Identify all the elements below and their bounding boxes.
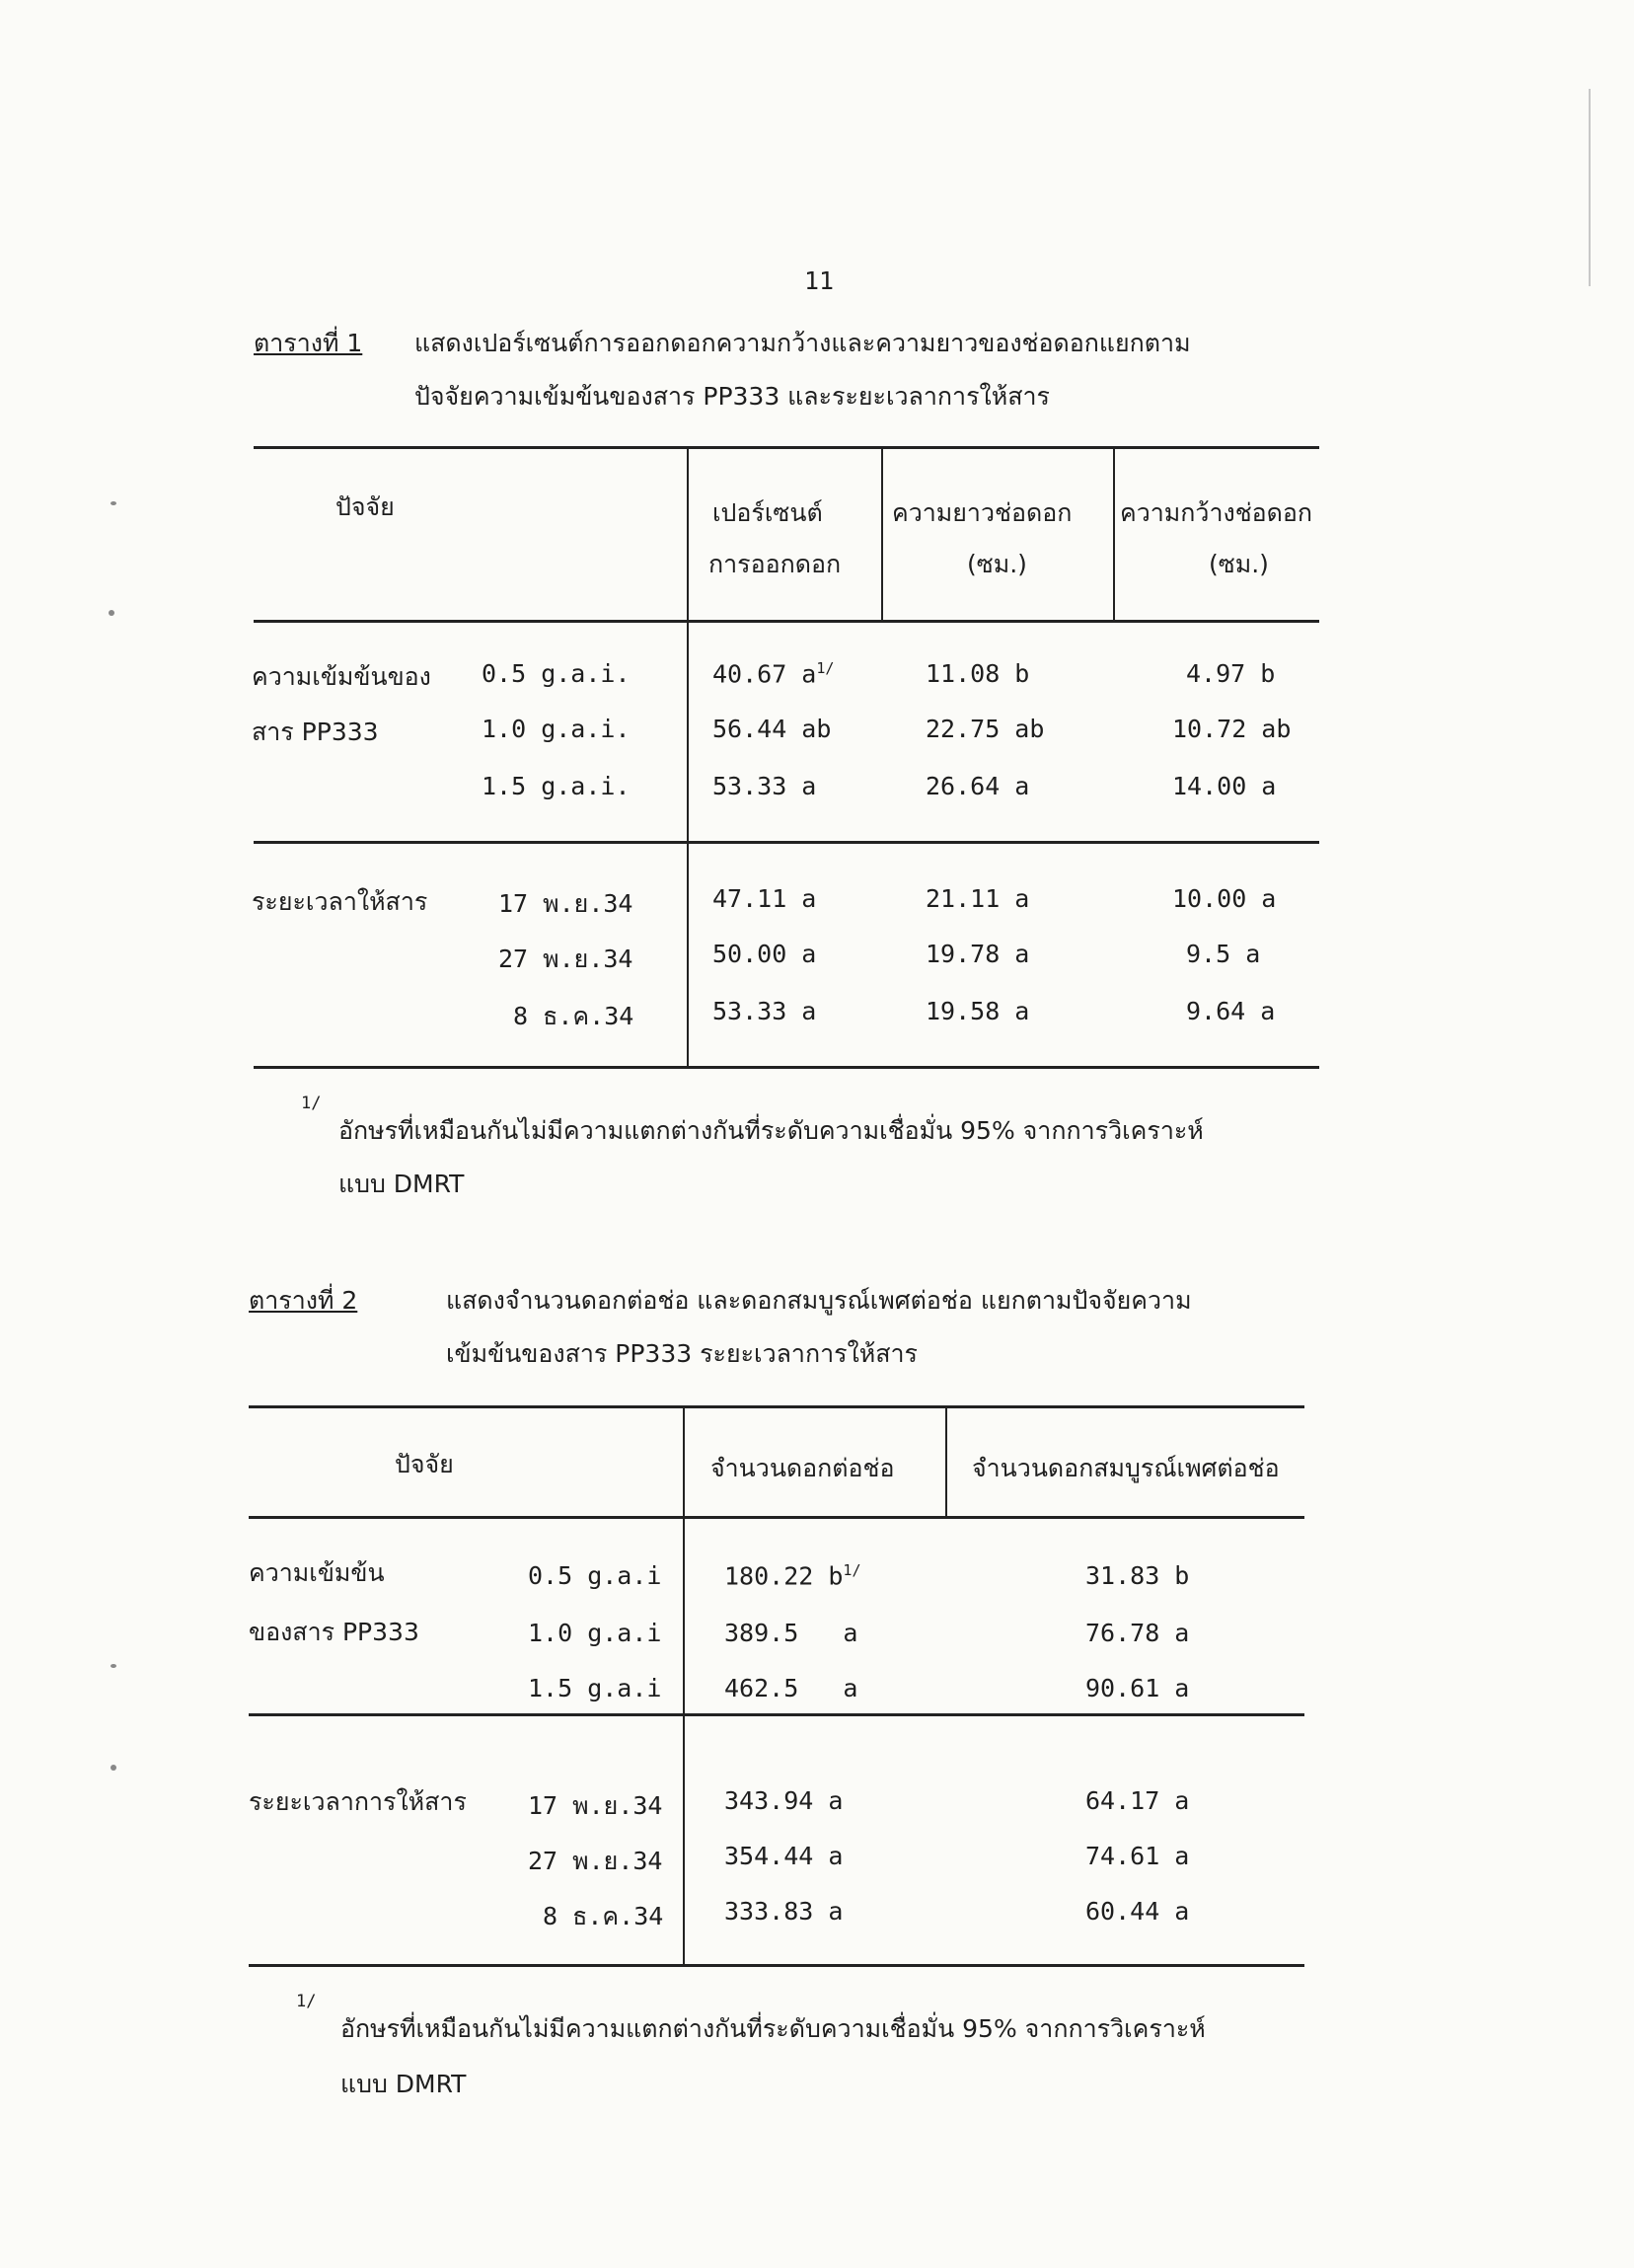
table1-row-level: 1.5 g.a.i. (482, 772, 631, 800)
table2-bottom-rule (249, 1964, 1304, 1967)
table1-header-factor: ปัจจัย (335, 492, 395, 521)
table1-group1-label-line1: ความเข้มข้นของ (252, 662, 431, 691)
table2-row-level: 0.5 g.a.i (528, 1561, 662, 1590)
table2-row-level: 8 ธ.ค.34 (543, 1902, 664, 1930)
table2-row-level: 17 พ.ย.34 (528, 1791, 663, 1820)
table2-row-perfect: 90.61 a (1085, 1674, 1190, 1702)
page-number: 11 (804, 266, 835, 295)
table2-row-flowers: 462.5 a (724, 1674, 858, 1702)
table2-caption-line2: เข้มข้นของสาร PP333 ระยะเวลาการให้สาร (446, 1339, 918, 1368)
table1-row-pct: 53.33 a (712, 772, 817, 800)
table2-footnote-line2: แบบ DMRT (340, 2070, 467, 2098)
table1-header-len-line1: ความยาวช่อดอก (892, 498, 1073, 527)
table1-group-rule (254, 841, 1319, 844)
table2-row-flowers: 333.83 a (724, 1897, 844, 1926)
table2-footnote-line1: อักษรที่เหมือนกันไม่มีความแตกต่างกันที่ระดับความเชื่อมั่น 95% จากการวิเคราะห์ (340, 2014, 1206, 2043)
table1-row-len: 26.64 a (926, 772, 1030, 800)
table2-top-rule (249, 1405, 1304, 1408)
scan-speck (111, 501, 116, 505)
table1-header-wid-line2: (ซม.) (1209, 550, 1269, 578)
table1-row-wid: 9.64 a (1186, 997, 1276, 1025)
scan-edge (1589, 89, 1591, 286)
table1-col-divider (881, 446, 883, 620)
table2-row-flowers: 343.94 a (724, 1786, 844, 1815)
table1-row-pct: 53.33 a (712, 997, 817, 1025)
table2-row-level: 1.5 g.a.i (528, 1674, 662, 1702)
table2-row-flowers: 389.5 a (724, 1619, 858, 1647)
table1-row-pct: 56.44 ab (712, 715, 832, 743)
table1-row-wid: 9.5 a (1186, 940, 1261, 968)
table1-row-wid: 14.00 a (1172, 772, 1277, 800)
table1-group1-label-line2: สาร PP333 (252, 718, 379, 746)
table2-row-perfect: 64.17 a (1085, 1786, 1190, 1815)
scan-speck (109, 610, 114, 616)
table2-row-perfect: 31.83 b (1085, 1561, 1190, 1590)
table2-group2-label: ระยะเวลาการให้สาร (249, 1787, 467, 1816)
table1-footnote-line2: แบบ DMRT (338, 1170, 465, 1198)
table2-group1-label-line1: ความเข้มข้น (249, 1558, 385, 1587)
table1-row-wid: 4.97 b (1186, 659, 1276, 688)
table1-row-wid: 10.00 a (1172, 884, 1277, 913)
table2-row-perfect: 76.78 a (1085, 1619, 1190, 1647)
table1-row-level: 27 พ.ย.34 (498, 945, 633, 973)
table1-row-pct: 40.67 $a^{1/}$ (712, 659, 835, 689)
table2-row-flowers: 354.44 a (724, 1842, 844, 1870)
table2-group1-label-line2: ของสาร PP333 (249, 1618, 419, 1646)
table2-col-divider (683, 1405, 685, 1966)
table1-header-rule (254, 620, 1319, 623)
table1-row-level: 1.0 g.a.i. (482, 715, 631, 743)
table1-row-len: 21.11 a (926, 884, 1030, 913)
table1-row-level: 17 พ.ย.34 (498, 889, 633, 918)
table1-col-divider (687, 446, 689, 1068)
table2-label: ตารางที่ 2 (249, 1286, 358, 1315)
table1-footnote-line1: อักษรที่เหมือนกันไม่มีความแตกต่างกันที่ระดับความเชื่อมั่น 95% จากการวิเคราะห์ (338, 1116, 1204, 1145)
table1-bottom-rule (254, 1066, 1319, 1069)
table2-header-flowers: จำนวนดอกต่อช่อ (710, 1454, 895, 1482)
table2-header-perfect: จำนวนดอกสมบูรณ์เพศต่อช่อ (972, 1454, 1280, 1482)
scan-speck (111, 1765, 116, 1771)
table1-header-pct-line2: การออกดอก (708, 550, 842, 578)
table1-header-wid-line1: ความกว้างช่อดอก (1120, 498, 1313, 527)
table1-row-level: 0.5 g.a.i. (482, 659, 631, 688)
table1-row-len: 19.78 a (926, 940, 1030, 968)
table2-group-rule (249, 1713, 1304, 1716)
table1-header-pct-line1: เปอร์เซนต์ (712, 498, 823, 527)
table1-row-pct: 47.11 a (712, 884, 817, 913)
table1-caption-line2: ปัจจัยความเข้มข้นของสาร PP333 และระยะเวลาการให้สาร (414, 382, 1050, 411)
table1-row-len: 19.58 a (926, 997, 1030, 1025)
table1-caption-line1: แสดงเปอร์เซนต์การออกดอกความกว้างและความยาวของช่อดอกแยกตาม (414, 329, 1191, 357)
table2-footnote-mark: 1/ (296, 1992, 317, 2011)
table1-row-pct: 50.00 a (712, 940, 817, 968)
table1-header-len-line2: (ซม.) (967, 550, 1027, 578)
table1-row-len: 22.75 ab (926, 715, 1045, 743)
table2-header-rule (249, 1516, 1304, 1519)
scan-speck (111, 1664, 116, 1668)
table1-footnote-mark: 1/ (301, 1094, 322, 1113)
table1-row-len: 11.08 b (926, 659, 1030, 688)
table1-group2-label: ระยะเวลาให้สาร (252, 887, 428, 916)
table2-col-divider (945, 1405, 947, 1516)
table2-header-factor: ปัจจัย (395, 1450, 454, 1478)
table2-row-level: 27 พ.ย.34 (528, 1847, 663, 1875)
table2-row-flowers: 180.22 $b^{1/}$ (724, 1561, 861, 1591)
table1-row-wid: 10.72 ab (1172, 715, 1292, 743)
table1-row-level: 8 ธ.ค.34 (513, 1002, 634, 1030)
table1-col-divider (1113, 446, 1115, 620)
table2-row-level: 1.0 g.a.i (528, 1619, 662, 1647)
table1-top-rule (254, 446, 1319, 449)
table2-row-perfect: 60.44 a (1085, 1897, 1190, 1926)
table2-row-perfect: 74.61 a (1085, 1842, 1190, 1870)
table2-caption-line1: แสดงจำนวนดอกต่อช่อ และดอกสมบูรณ์เพศต่อช่อ แยกตามปัจจัยความ (446, 1286, 1192, 1315)
table1-label: ตารางที่ 1 (254, 329, 363, 357)
